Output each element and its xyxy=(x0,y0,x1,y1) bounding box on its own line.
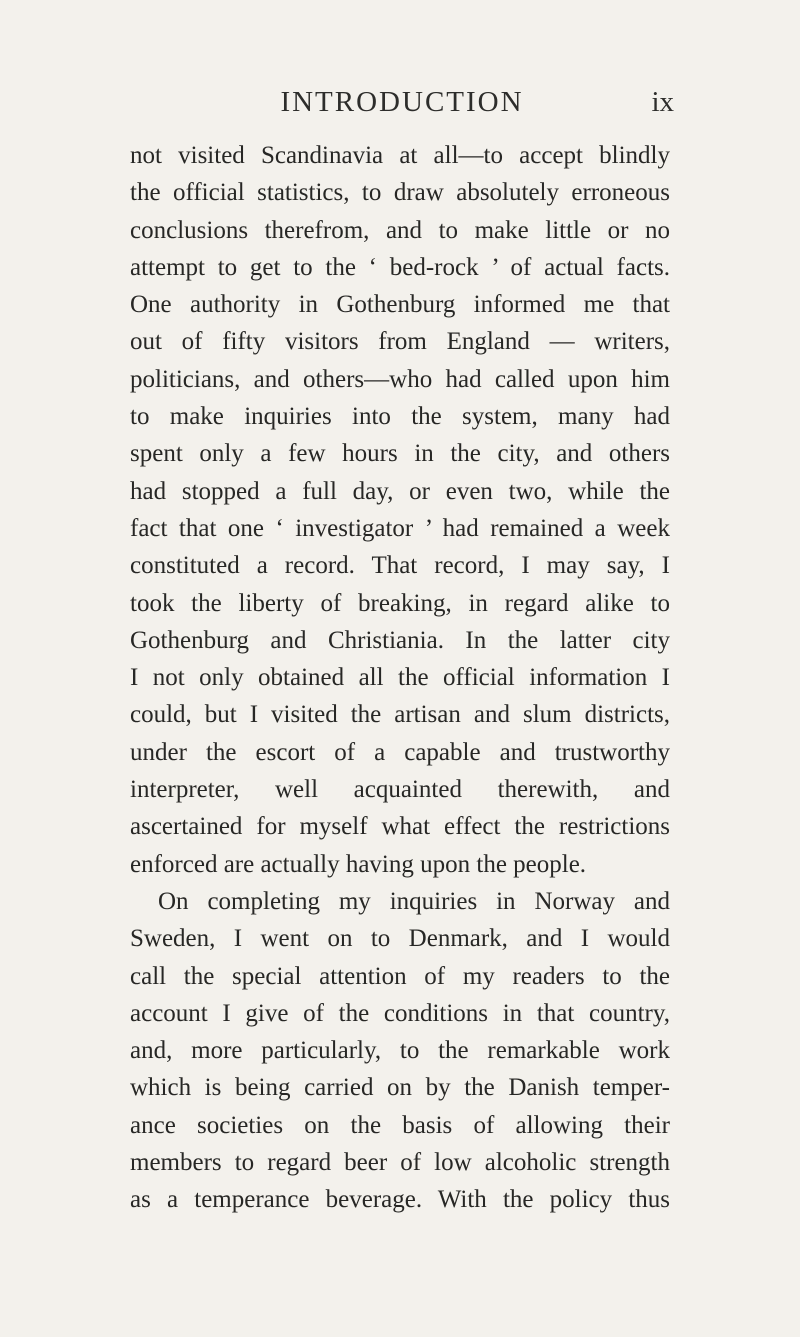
text-line: which is being carried on by the Danish temper- xyxy=(130,1074,670,1102)
text-line: politicians, and others—who had called upon him xyxy=(130,365,670,393)
text-line: under the escort of a capable and trustworthy xyxy=(130,738,670,766)
text-line: Gothenburg and Christiania. In the latter city xyxy=(130,626,670,654)
text-line: ance societies on the basis of allowing their xyxy=(130,1111,670,1139)
text-line: the official statistics, to draw absolutely erroneous xyxy=(130,179,670,207)
text-line: had stopped a full day, or even two, while the xyxy=(130,477,670,505)
text-line: as a temperance beverage. With the policy thus xyxy=(130,1186,670,1214)
page-number: ix xyxy=(651,86,674,118)
text-line: spent only a few hours in the city, and others xyxy=(130,440,670,468)
text-line: and, more particularly, to the remarkable work xyxy=(130,1037,670,1065)
running-head xyxy=(130,82,674,122)
text-line: call the special attention of my readers to the xyxy=(130,962,670,990)
text-line: to make inquiries into the system, many had xyxy=(130,403,670,431)
text-line: interpreter, well acquainted therewith, and xyxy=(130,776,670,804)
text-line: constituted a record. That record, I may say, I xyxy=(130,552,670,580)
text-line: Sweden, I went on to Denmark, and I would xyxy=(130,925,670,953)
text-line: attempt to get to the ‘ bed-rock ’ of actual facts. xyxy=(130,253,670,281)
text-line: ascertained for myself what effect the restrictions xyxy=(130,813,670,841)
text-line: could, but I visited the artisan and slum districts, xyxy=(130,701,670,729)
text-line: out of fifty visitors from England — writers, xyxy=(130,328,670,356)
running-head-title: INTRODUCTION xyxy=(280,86,524,118)
text-line: members to regard beer of low alcoholic strength xyxy=(130,1149,670,1177)
text-line: not visited Scandinavia at all—to accept blindly xyxy=(130,142,670,169)
text-line: On completing my inquiries in Norway and xyxy=(158,887,670,915)
text-line: account I give of the conditions in that country, xyxy=(130,999,670,1027)
text-line: took the liberty of breaking, in regard alike to xyxy=(130,589,670,617)
text-line: I not only obtained all the official information I xyxy=(130,664,670,692)
text-line: enforced are actually having upon the people. xyxy=(130,850,587,878)
text-line: fact that one ‘ investigator ’ had remained a week xyxy=(130,514,670,542)
text-line: conclusions therefrom, and to make little or no xyxy=(130,216,670,244)
body-text xyxy=(130,137,670,1219)
text-line: One authority in Gothenburg informed me that xyxy=(130,291,670,319)
